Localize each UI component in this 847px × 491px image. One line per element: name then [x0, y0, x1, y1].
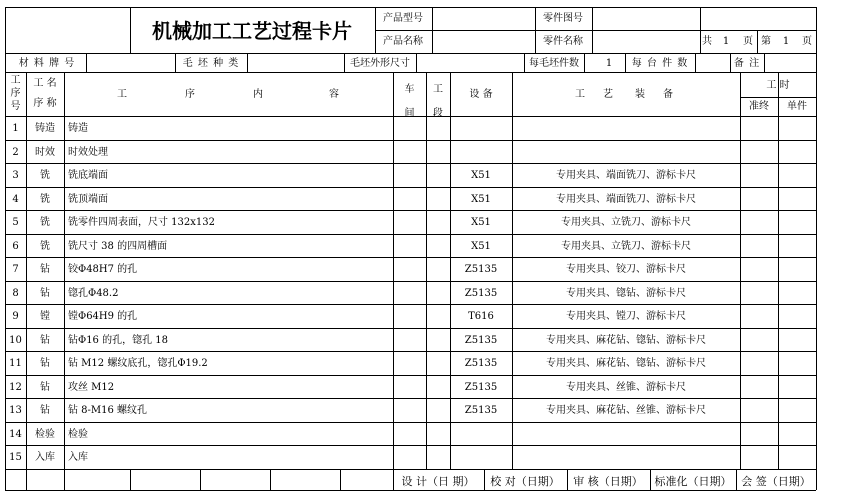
grid-line-vertical — [200, 470, 201, 490]
row-tooling: 专用夹具、丝锥、游标卡尺 — [566, 381, 686, 393]
row-tooling: 专用夹具、镗刀、游标卡尺 — [566, 310, 686, 322]
row-tooling: 专用夹具、立铣刀、游标卡尺 — [561, 216, 691, 228]
row-name: 入库 — [35, 451, 55, 463]
part-name-label: 零件名称 — [543, 36, 583, 47]
row-equipment: X51 — [471, 193, 491, 205]
row-tooling — [512, 117, 740, 140]
row-seq: 15 — [9, 451, 22, 463]
grid-line-vertical — [592, 7, 593, 53]
row-tooling: 专用夹具、麻花钻、锪钻、游标卡尺 — [546, 334, 706, 346]
page-unit: 页 — [802, 36, 812, 47]
row-seq: 11 — [9, 357, 22, 369]
row-equipment: Z5135 — [464, 263, 498, 275]
col-workshop-char: 车 — [404, 84, 415, 95]
row-equipment: T616 — [468, 310, 494, 322]
design-signoff: 设 计（日 期） — [401, 474, 475, 488]
grid-line-vertical — [393, 72, 394, 470]
countersign-signoff: 会 签（日期） — [741, 474, 811, 488]
row-seq: 9 — [12, 310, 19, 322]
col-hours: 工 时 — [766, 80, 790, 91]
row-content: 铸造 — [68, 122, 88, 134]
row-name: 钻 — [40, 334, 50, 346]
row-equipment: Z5135 — [464, 334, 498, 346]
per-blank-label: 每毛坯件数 — [529, 57, 579, 69]
grid-line-vertical — [270, 470, 271, 490]
col-equipment: 设 备 — [469, 89, 493, 100]
review-signoff: 审 核（日期） — [573, 474, 643, 488]
total-pages: 1 — [722, 36, 730, 47]
page-label: 第 — [761, 36, 771, 47]
page-number: 1 — [782, 36, 790, 47]
col-content-char: 容 — [329, 89, 339, 100]
col-name-bottom: 序 称 — [33, 98, 57, 109]
row-seq: 6 — [12, 240, 19, 252]
grid-line-vertical — [130, 470, 131, 490]
row-content: 入库 — [68, 451, 88, 463]
row-equipment: Z5135 — [464, 287, 498, 299]
row-seq: 14 — [9, 428, 22, 440]
row-name: 时效 — [35, 146, 55, 158]
row-content: 铣尺寸 38 的四周槽面 — [68, 240, 168, 252]
row-seq: 8 — [12, 287, 19, 299]
row-equipment — [450, 423, 512, 446]
product-model-label: 产品型号 — [383, 13, 423, 24]
col-name-top: 工 名 — [33, 78, 57, 89]
col-unit: 单件 — [787, 100, 807, 112]
row-equipment — [450, 117, 512, 140]
grid-line-horizontal — [5, 72, 816, 73]
col-tooling-char: 工 — [575, 89, 585, 100]
row-content: 时效处理 — [68, 146, 108, 158]
col-content-char: 工 — [117, 89, 127, 100]
material-label: 材 料 牌 号 — [18, 57, 76, 69]
remarks-label: 备 注 — [733, 57, 761, 69]
grid-line-vertical — [247, 53, 248, 72]
check-signoff: 校 对（日期） — [490, 474, 560, 488]
per-machine-label: 每 台 件 数 — [631, 57, 689, 69]
col-workshop-char: 间 — [404, 108, 415, 119]
grid-line-vertical — [816, 7, 817, 490]
grid-line-vertical — [426, 72, 427, 470]
col-seq-char: 号 — [10, 100, 21, 112]
col-content-char: 序 — [185, 89, 195, 100]
grid-line-vertical — [26, 470, 27, 490]
row-tooling: 专用夹具、端面铣刀、游标卡尺 — [556, 169, 696, 181]
row-name: 检验 — [35, 428, 55, 440]
row-name: 铣 — [40, 193, 50, 205]
col-content-char: 内 — [253, 89, 263, 100]
row-seq: 5 — [12, 216, 19, 228]
row-content: 铣零件四周表面，尺寸 132x132 — [68, 216, 215, 228]
row-seq: 13 — [9, 404, 22, 416]
grid-line-vertical — [740, 72, 741, 470]
row-name: 铸造 — [35, 122, 55, 134]
col-tooling-char: 装 — [635, 89, 645, 100]
row-tooling: 专用夹具、锪钻、游标卡尺 — [566, 287, 686, 299]
grid-line-vertical — [778, 97, 779, 470]
row-equipment: X51 — [471, 216, 491, 228]
row-tooling — [512, 141, 740, 164]
row-equipment: Z5135 — [464, 357, 498, 369]
row-name: 镗 — [40, 310, 50, 322]
row-name: 铣 — [40, 216, 50, 228]
row-content: 钻 M12 螺纹底孔，锪孔Φ19.2 — [68, 357, 208, 369]
grid-line-vertical — [340, 470, 341, 490]
row-seq: 2 — [12, 146, 19, 158]
part-drawing-no-label: 零件图号 — [543, 13, 583, 24]
grid-line-vertical — [432, 7, 433, 53]
row-seq: 1 — [12, 122, 19, 134]
row-tooling: 专用夹具、麻花钻、锪钻、游标卡尺 — [546, 357, 706, 369]
row-seq: 4 — [12, 193, 19, 205]
row-equipment — [450, 141, 512, 164]
row-name: 钻 — [40, 381, 50, 393]
card-title: 机械加工工艺过程卡片 — [152, 19, 352, 43]
row-equipment — [450, 446, 512, 469]
per-blank-value: 1 — [605, 57, 613, 69]
grid-line-vertical — [416, 53, 417, 72]
row-equipment: X51 — [471, 240, 491, 252]
row-name: 铣 — [40, 169, 50, 181]
row-tooling: 专用夹具、麻花钻、丝锥、游标卡尺 — [546, 404, 706, 416]
row-content: 攻丝 M12 — [68, 381, 115, 393]
row-content: 钻 8-M16 螺纹孔 — [68, 404, 148, 416]
row-equipment: Z5135 — [464, 381, 498, 393]
col-tooling-char: 艺 — [603, 89, 613, 100]
row-content: 铰Φ48H7 的孔 — [68, 263, 138, 275]
total-label: 共 — [702, 36, 712, 47]
page-unit: 页 — [743, 36, 753, 47]
row-tooling — [512, 446, 740, 469]
row-tooling: 专用夹具、立铣刀、游标卡尺 — [561, 240, 691, 252]
col-section-char: 工 — [433, 84, 443, 95]
row-content: 铣顶端面 — [68, 193, 108, 205]
row-seq: 7 — [12, 263, 19, 275]
grid-line-horizontal — [5, 469, 816, 470]
blank-dims-label: 毛坯外形尺寸 — [350, 57, 410, 69]
row-tooling — [512, 423, 740, 446]
row-content: 镗Φ64H9 的孔 — [68, 310, 138, 322]
col-seq-char: 序 — [10, 87, 21, 99]
row-name: 钻 — [40, 263, 50, 275]
row-name: 钻 — [40, 287, 50, 299]
grid-line-vertical — [64, 470, 65, 490]
product-name-label: 产品名称 — [383, 36, 423, 47]
grid-line-vertical — [584, 53, 585, 72]
grid-line-vertical — [86, 53, 87, 72]
row-content: 锪孔Φ48.2 — [68, 287, 119, 299]
row-name: 钻 — [40, 404, 50, 416]
col-seq-char: 工 — [10, 74, 21, 86]
row-content: 钻Φ16 的孔，锪孔 18 — [68, 334, 169, 346]
col-tooling-char: 备 — [663, 89, 673, 100]
row-seq: 10 — [9, 334, 22, 346]
row-equipment: X51 — [471, 169, 491, 181]
row-content: 检验 — [68, 428, 88, 440]
row-equipment: Z5135 — [464, 404, 498, 416]
grid-line-vertical — [695, 53, 696, 72]
grid-line-vertical — [64, 72, 65, 470]
row-seq: 12 — [9, 381, 22, 393]
col-prep: 准终 — [749, 100, 769, 112]
row-content: 铣底端面 — [68, 169, 108, 181]
blank-type-label: 毛 坯 种 类 — [182, 57, 240, 69]
grid-line-vertical — [764, 53, 765, 72]
row-tooling: 专用夹具、铰刀、游标卡尺 — [566, 263, 686, 275]
row-seq: 3 — [12, 169, 19, 181]
row-name: 铣 — [40, 240, 50, 252]
standardize-signoff: 标准化（日期） — [654, 474, 732, 488]
row-tooling: 专用夹具、端面铣刀、游标卡尺 — [556, 193, 696, 205]
row-name: 钻 — [40, 357, 50, 369]
col-section-char: 段 — [433, 108, 443, 119]
